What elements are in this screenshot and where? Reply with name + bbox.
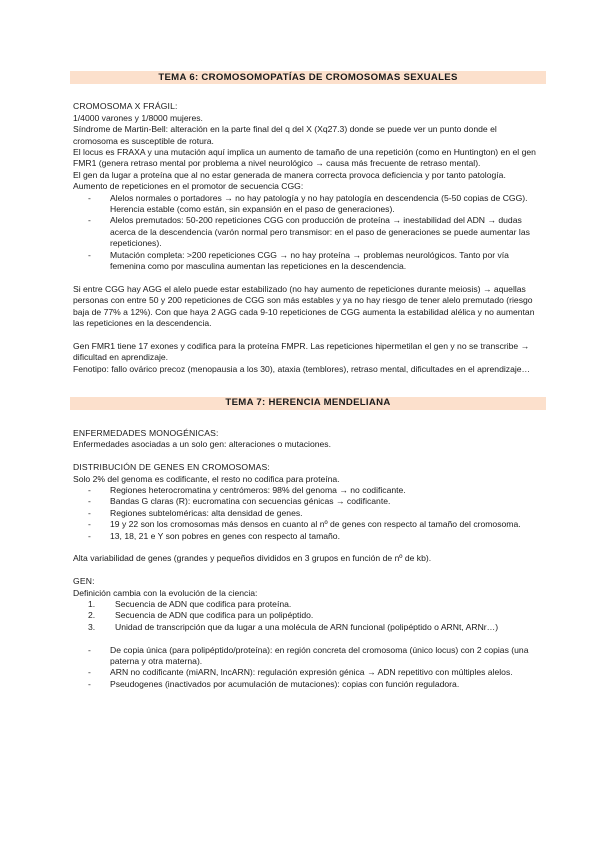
list-item: - Regiones heterocromatina y centrómeros: 98% del genoma → no codificante.	[86, 485, 543, 496]
tema6-title-text: TEMA 6: CROMOSOMOPATÍAS DE CROMOSOMAS SEXUALES	[158, 71, 458, 83]
paragraph-fmr1-gene: Gen FMR1 tiene 17 exones y codifica para la proteína FMPR. Las repeticiones hipermetilan el gen y no se transcribe → dificultad en aprendizaje.	[73, 340, 530, 363]
list-item: - ARN no codificante (miARN, lncARN): regulación expresión génica → ADN repetitivo con múltiples alelos.	[86, 667, 543, 678]
list-item: - Regiones subteloméricas: alta densidad de genes.	[86, 508, 543, 519]
list-item: - Alelos premutados: 50-200 repeticiones CGG con producción de proteína → inestabilidad del ADN → dudas acerca de la descendencia (varón normal pero transmisor: en el paso de generaciones se puede aumentar las repeticiones).	[86, 215, 543, 249]
section-title-tema6	[70, 71, 546, 84]
tema7-title-text: TEMA 7: HERENCIA MENDELIANA	[225, 397, 391, 409]
heading-enfermedades-monogenicas: ENFERMEDADES MONOGÉNICAS:	[73, 427, 219, 438]
list-item: - Bandas G claras (R): eucromatina con secuencias génicas → codificante.	[86, 496, 543, 507]
paragraph-fenotipo: Fenotipo: fallo ovárico precoz (menopausia a los 30), ataxia (temblores), retraso mental, dificultades en el aprendizaje…	[73, 363, 531, 374]
gene-definition-list	[73, 599, 543, 633]
paragraph-monogenic-definition: Enfermedades asociadas a un solo gen: alteraciones o mutaciones.	[73, 439, 331, 450]
paragraph-prevalence: 1/4000 varones y 1/8000 mujeres.	[73, 112, 203, 123]
allele-list	[73, 193, 543, 273]
heading-gen: GEN:	[73, 576, 95, 587]
heading-cromosoma-x-fragil: CROMOSOMA X FRÁGIL:	[73, 101, 178, 112]
list-item: - Alelos normales o portadores → no hay patología y no hay patología en descendencia (5-50 copias de CGG). Herencia estable (como están, sin expansión en el paso de generaciones).	[86, 193, 543, 216]
list-item: 1. Secuencia de ADN que codifica para proteína.	[88, 598, 292, 609]
paragraph-martin-bell: Síndrome de Martin-Bell: alteración en la parte final del q del X (Xq27.3) donde se puede ver un punto donde el cromosoma es susceptible de rotura.	[73, 124, 497, 146]
paragraph-gene-protein: El gen da lugar a proteína que al no estar generada de manera correcta provoca deficiencia y por tanto patología.	[73, 169, 506, 180]
paragraph-gene-variability: Alta variabilidad de genes (grandes y pequeños divididos en 3 grupos en función de nº de kb).	[73, 553, 432, 564]
list-item: - 13, 18, 21 e Y son pobres en genes con respecto al tamaño.	[86, 531, 543, 542]
section-title-tema7	[70, 397, 546, 410]
paragraph-fraxa-locus: El locus es FRAXA y una mutación aquí implica un aumento de tamaño de una repetición (como en Huntington) en el gen FMR1 (genera retraso mental por problema a nivel neurológico → causa más frecuente de retraso mental).	[73, 147, 536, 169]
paragraph-agg-stabilization: Si entre CGG hay AGG el alelo puede estar estabilizado (no hay aumento de repeticiones durante meiosis) → aquellas personas con entre 50 y 200 repeticiones de CGG son más estables y ya no hay riesgo de tener alelo premutado (riesgo baja de 77% a 12%). Con que haya 2 AGG cada 9-10 repeticiones de CGG aumenta la estabilidad alélica y no aumentan las repeticiones en la descendencia.	[73, 283, 535, 329]
paragraph-coding-genome: Solo 2% del genoma es codificante, el resto no codifica para proteína.	[73, 473, 340, 484]
document-page	[73, 71, 543, 690]
list-item: - Pseudogenes (inactivados por acumulación de mutaciones): copias con función reguladora.	[86, 679, 543, 690]
list-item: - De copia única (para polipéptido/proteína): en región concreta del cromosoma (único locus) con 2 copias (una paterna y otra materna).	[86, 645, 543, 668]
gene-type-list	[73, 645, 543, 691]
gene-distribution-list	[73, 485, 543, 542]
heading-distribucion-genes: DISTRIBUCIÓN DE GENES EN CROMOSOMAS:	[73, 462, 270, 473]
list-item: 2. Secuencia de ADN que codifica para un polipéptido.	[88, 610, 314, 621]
paragraph-gen-definition: Definición cambia con la evolución de la ciencia:	[73, 587, 258, 598]
paragraph-cgg-repeats: Aumento de repeticiones en el promotor de secuencia CGG:	[73, 181, 304, 192]
list-item: 3. Unidad de transcripción que da lugar a una molécula de ARN funcional (polipéptido o ARNt, ARNr…)	[88, 621, 499, 632]
list-item: - Mutación completa: >200 repeticiones CGG → no hay proteína → problemas neurológicos. Tanto por vía femenina como por masculina aumentan las repeticiones en la descendencia.	[86, 250, 543, 273]
list-item: - 19 y 22 son los cromosomas más densos en cuanto al nº de genes con respecto al tamaño del cromosoma.	[86, 519, 543, 530]
